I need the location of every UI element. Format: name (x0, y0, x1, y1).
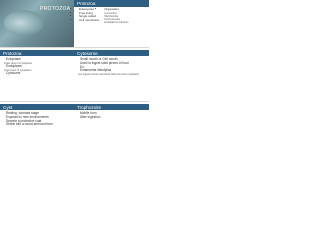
sub-item: Locomotion (104, 11, 117, 15)
list-item: • Ex: (80, 66, 147, 70)
list-item: • Endoplasm (6, 65, 72, 69)
slide2-left-header: Protozoa (0, 50, 74, 56)
sub-item: Mitochondria (104, 14, 119, 18)
list-item: • Eukaryotes (79, 8, 99, 12)
slide3-left-header: Cyst (0, 104, 74, 110)
sub-item: Outer layer of cytoplasm (4, 61, 33, 65)
slide2-right-body (74, 57, 149, 99)
slide3-left-body (0, 111, 74, 147)
list-item: • Small mouth or Cell mouth (80, 58, 147, 62)
slide1-col2 (101, 8, 128, 24)
slide1-columns (76, 8, 128, 24)
slide2-headers (0, 50, 149, 56)
slide3-body (0, 111, 149, 147)
list-item: • Used to ingest solid pieces of food (80, 62, 147, 66)
slide1-title: PROTOZOA (40, 6, 71, 12)
list-item: • Entamoeba histolytica (80, 69, 147, 73)
slide3-headers (0, 104, 149, 110)
slide2-right-header: Cytosome (74, 50, 149, 56)
list-item: • Mobile form (80, 112, 147, 116)
sub-item: can ingest human red blood cells into their cytoplasm (78, 73, 139, 77)
slide2-left-body (0, 57, 74, 99)
slide2-body (0, 57, 149, 99)
sub-item: Food vacuoles (104, 17, 120, 21)
list-item: • Single celled (79, 15, 99, 19)
list-item: • Organelles (104, 8, 128, 12)
sub-item: Endoplasmic reticulum (104, 20, 129, 24)
list-item: • Free living (79, 12, 99, 16)
list-item: • Secrete a protective coat (6, 120, 72, 124)
slide3-right-body (74, 111, 149, 147)
protozoa-title-slide-image (0, 0, 74, 47)
slide1-content (74, 0, 149, 47)
list-item: • Resting, dormant stage (6, 112, 72, 116)
slide3-right-header: Trophozoite (74, 104, 149, 110)
list-item: • Shrink into a round armored form (6, 123, 72, 127)
list-item: • Cytosome (6, 72, 72, 76)
divider (0, 101, 149, 102)
list-item: • Exposed to new environments (6, 116, 72, 120)
sub-item: Inner layer of cytoplasm (4, 68, 32, 72)
divider (0, 47, 149, 48)
list-item: • Ectoplasm (6, 58, 72, 62)
list-item: • After ingestion (80, 116, 147, 120)
cilia-microscope-image (4, 10, 44, 36)
list-item: • Cell membrane (79, 19, 99, 23)
slide1-header: Protozoa (74, 0, 149, 7)
handout-page (0, 0, 149, 198)
